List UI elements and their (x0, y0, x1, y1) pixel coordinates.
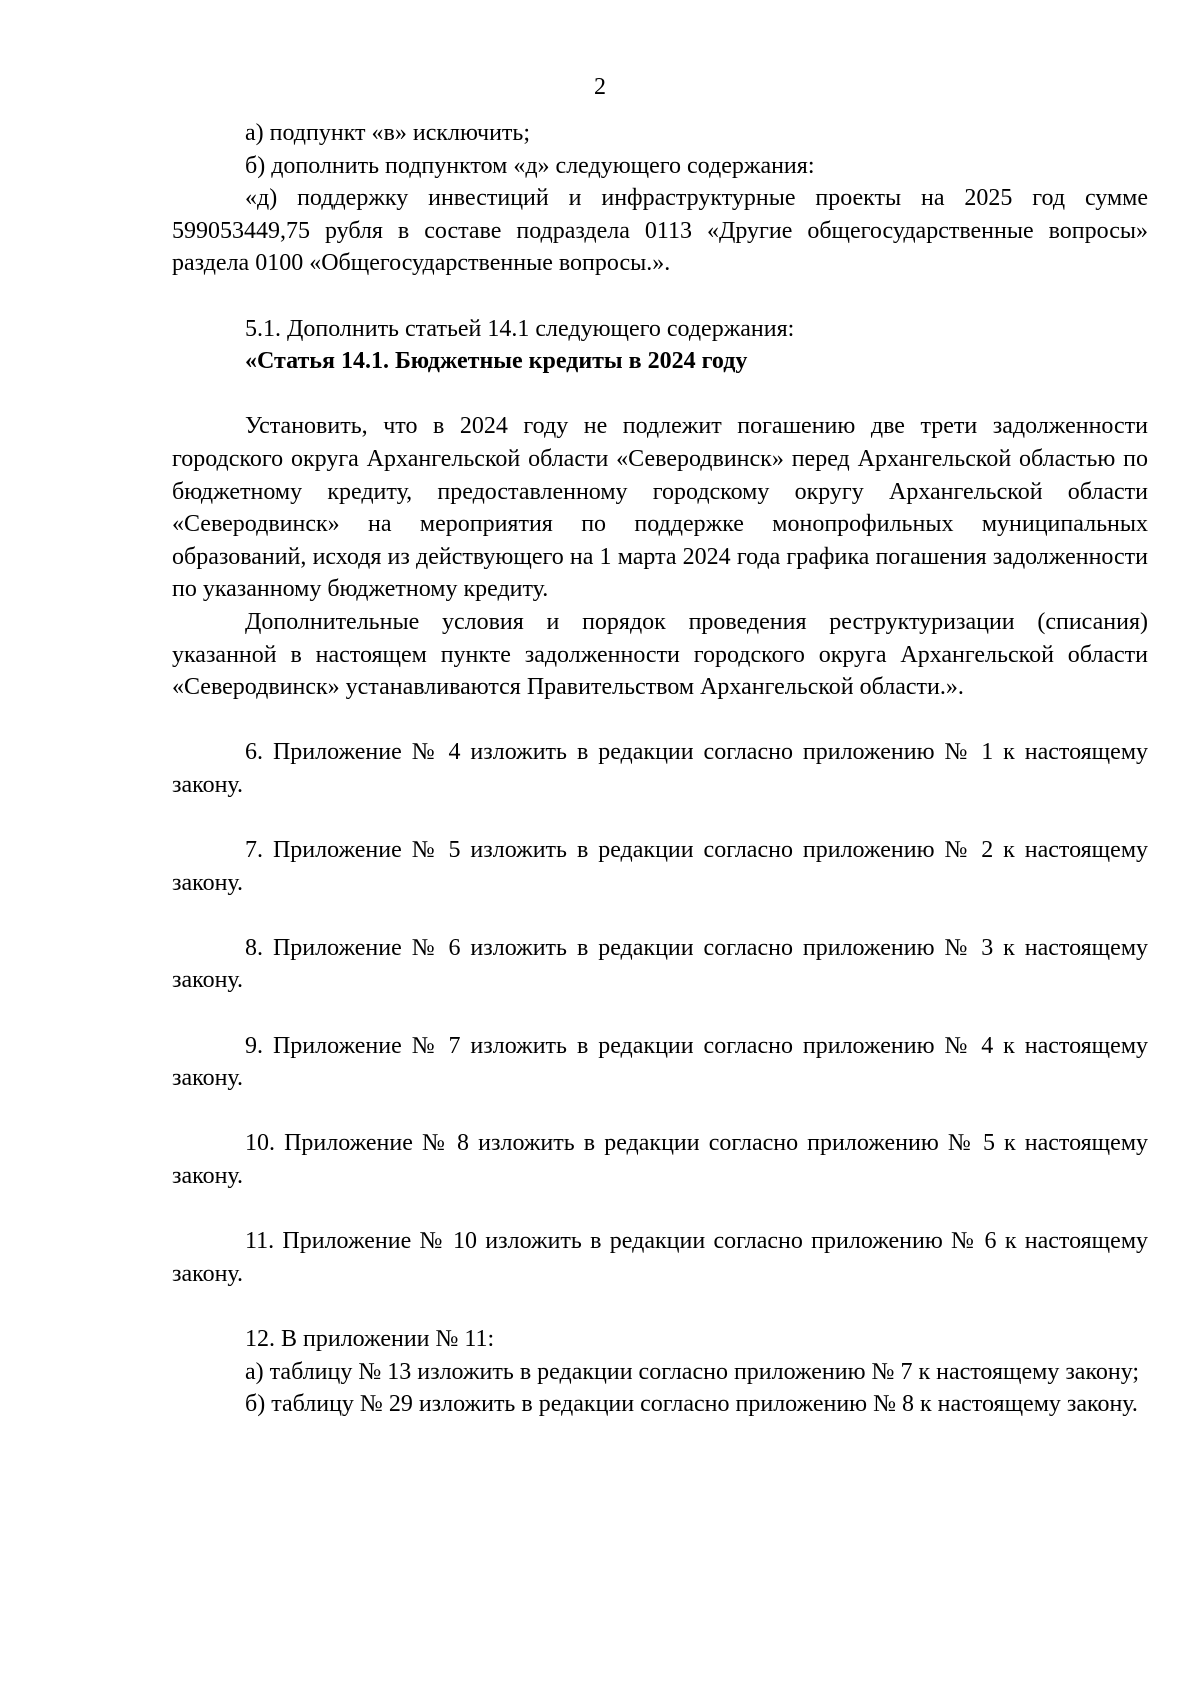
paragraph-subpoint-a: а) подпункт «в» исключить; (245, 120, 531, 146)
paragraph-item-8: 8. Приложение № 6 изложить в редакции согласно приложению № 3 к настоящему закону. (172, 934, 1148, 994)
paragraph-item-11: 11. Приложение № 10 изложить в редакции согласно приложению № 6 к настоящему закону. (172, 1228, 1148, 1287)
paragraph-article-14-1-conditions: Дополнительные условия и порядок проведения реструктуризации (списания) указанной в настоящем пункте задолженности городского округа Архангельской области «Северодвинск» устанавливаются Правительством Архангельской области.». (172, 608, 1148, 701)
paragraph-item-12-b: б) таблицу № 29 изложить в редакции согласно приложению № 8 к настоящему закону. (245, 1391, 1138, 1418)
paragraph-item-12: 12. В приложении № 11: (245, 1325, 495, 1352)
paragraph-5-1: 5.1. Дополнить статьей 14.1 следующего содержания: (245, 315, 795, 342)
paragraph-item-6: 6. Приложение № 4 изложить в редакции согласно приложению № 1 к настоящему закону. (172, 739, 1148, 798)
paragraph-article-14-1-body: Установить, что в 2024 году не подлежит погашению две трети задолженности городского округа Архангельской области «Северодвинск» перед Архангельской областью по бюджетному кредиту, предоставленному городскому округу Архангельской области «Северодвинск» на мероприятия по поддержке монопрофильных муниципальных образований, исходя из действующего на 1 марта 2024 года графика погашения задолженности по указанному бюджетному кредиту. (172, 413, 1148, 603)
paragraph-subpoint-d-text: «д) поддержку инвестиций и инфраструктурные проекты на 2025 год сумме 599053449,75 рубля в составе подраздела 0113 «Другие общегосударственные вопросы» раздела 0100 «Общегосударственные вопросы.». (172, 185, 1148, 277)
paragraph-subpoint-b: б) дополнить подпунктом «д» следующего содержания: (245, 152, 815, 179)
document-body (172, 117, 1148, 1421)
page-number: 2 (594, 74, 606, 100)
paragraph-item-12-a: а) таблицу № 13 изложить в редакции согласно приложению № 7 к настоящему закону; (245, 1358, 1140, 1385)
paragraph-item-10: 10. Приложение № 8 изложить в редакции согласно приложению № 5 к настоящему закону. (172, 1130, 1148, 1189)
paragraph-item-9: 9. Приложение № 7 изложить в редакции согласно приложению № 4 к настоящему закону. (172, 1032, 1148, 1092)
paragraph-item-7: 7. Приложение № 5 изложить в редакции согласно приложению № 2 к настоящему закону. (172, 837, 1148, 896)
article-14-1-heading: «Статья 14.1. Бюджетные кредиты в 2024 году (245, 348, 748, 375)
